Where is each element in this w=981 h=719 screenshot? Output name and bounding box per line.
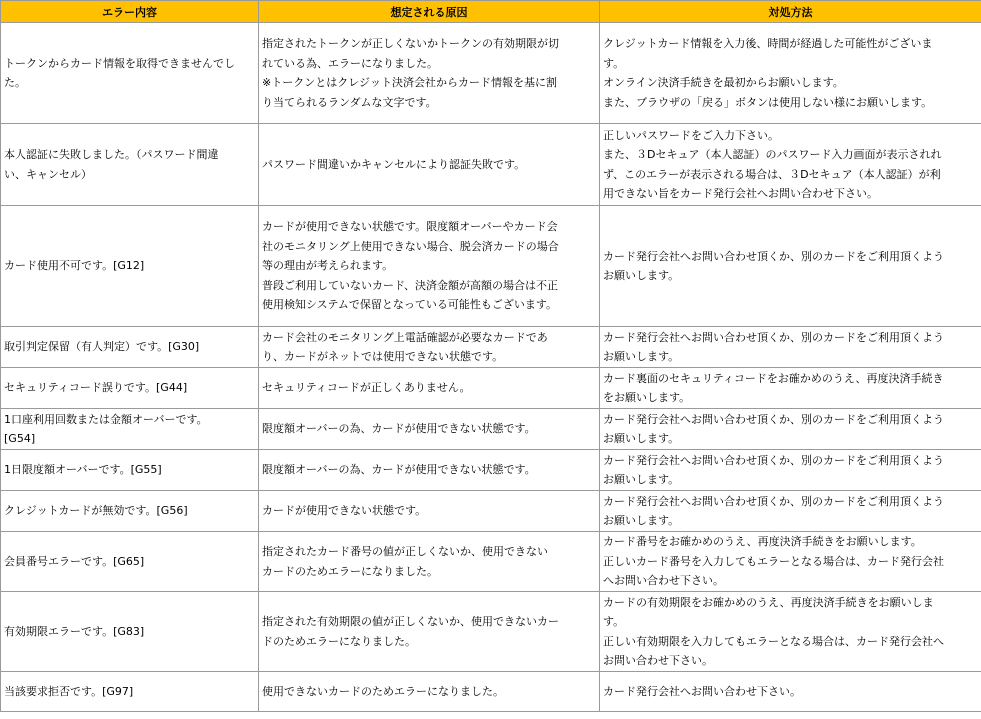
error-cell	[1, 23, 259, 124]
solution-cell-line: す。	[603, 56, 625, 70]
cause-cell	[259, 532, 600, 592]
cause-cell-line: り当てられるランダムな文字です。	[262, 95, 437, 109]
cause-cell-line: ※トークンとはクレジット決済会社からカード情報を基に割	[262, 76, 557, 89]
table-row	[1, 327, 981, 368]
error-cell	[1, 592, 259, 672]
error-cell	[1, 124, 259, 206]
error-cell-line: カード使用不可です。[G12]	[4, 259, 145, 273]
error-cell	[1, 450, 259, 491]
cause-cell-line: 限度額オーバーの為、カードが使用できない状態です。	[262, 463, 536, 477]
error-cell	[1, 532, 259, 592]
cause-cell	[259, 491, 600, 532]
solution-cell-line: お願いします。	[603, 473, 680, 486]
cause-cell-line: セキュリティコードが正しくありません。	[262, 381, 471, 395]
cause-cell-line: れている為、エラーになりました。	[262, 56, 438, 70]
error-cell	[1, 206, 259, 327]
table-row	[1, 124, 981, 206]
solution-cell-line: カード発行会社へお問い合わせ頂くか、別のカードをご利用頂くよう	[603, 412, 944, 426]
cause-cell-line: 指定されたトークンが正しくないかトークンの有効期限が切	[262, 37, 559, 50]
header-expected-cause: 想定される原因	[259, 1, 600, 23]
cause-cell-line: 普段ご利用していないカード、決済金額が高額の場合は不正	[262, 278, 559, 292]
solution-cell-line: カード発行会社へお問い合わせ下さい。	[603, 684, 801, 698]
table-row	[1, 206, 981, 327]
error-cell-line: セキュリティコード誤りです。[G44]	[4, 381, 188, 395]
error-cell-line: 取引判定保留（有人判定）です。[G30]	[4, 340, 200, 354]
cause-cell	[259, 409, 600, 450]
cause-cell-line: 社のモニタリング上使用できない場合、脱会済カードの場合	[262, 239, 559, 253]
solution-cell-line: カード発行会社へお問い合わせ頂くか、別のカードをご利用頂くよう	[603, 494, 944, 508]
cause-cell-line: パスワード間違いかキャンセルにより認証失敗です。	[262, 157, 526, 171]
solution-cell-line: カードの有効期限をお確かめのうえ、再度決済手続きをお願いしま	[603, 595, 934, 609]
cause-cell-line: 指定された有効期限の値が正しくないか、使用できないカー	[262, 615, 559, 628]
solution-cell	[600, 672, 981, 712]
solution-cell-line: お問い合わせ下さい。	[603, 654, 713, 667]
solution-cell-line: また、３Dセキュア（本人認証）のパスワード入力画面が表示されれ	[603, 148, 942, 161]
error-cell-line: クレジットカードが無効です。[G56]	[4, 504, 188, 518]
error-cell-line: 会員番号エラーです。[G65]	[4, 554, 145, 568]
solution-cell	[600, 206, 981, 327]
table-row	[1, 409, 981, 450]
solution-cell-line: 正しいパスワードをご入力下さい。	[603, 128, 779, 142]
solution-cell-line: カード裏面のセキュリティコードをお確かめのうえ、再度決済手続き	[603, 371, 944, 385]
solution-cell-line: カード発行会社へお問い合わせ頂くか、別のカードをご利用頂くよう	[603, 330, 944, 344]
solution-cell-line: 正しい有効期限を入力してもエラーとなる場合は、カード発行会社へ	[603, 634, 944, 648]
cause-cell-line: ドのためエラーになりました。	[262, 634, 416, 648]
solution-cell-line: オンライン決済手続きを最初からお願いします。	[603, 76, 844, 89]
solution-cell-line: 正しいカード番号を入力してもエラーとなる場合は、カード発行会社	[603, 554, 944, 568]
error-cell-line: た。	[4, 76, 26, 89]
solution-cell	[600, 409, 981, 450]
header-error-content: エラー内容	[1, 1, 259, 23]
cause-cell	[259, 327, 600, 368]
cause-cell-line: 等の理由が考えられます。	[262, 259, 394, 273]
cause-cell-line: カードが使用できない状態です。	[262, 504, 427, 518]
cause-cell	[259, 124, 600, 206]
solution-cell	[600, 450, 981, 491]
solution-cell-line: へお問い合わせ下さい。	[603, 574, 724, 588]
header-remedy: 対処方法	[600, 1, 981, 23]
error-cell	[1, 368, 259, 409]
solution-cell-line: お願いします。	[603, 432, 680, 445]
cause-cell	[259, 23, 600, 124]
error-cell	[1, 409, 259, 450]
error-cell-line: 1日限度額オーバーです。[G55]	[4, 463, 162, 477]
solution-cell	[600, 491, 981, 532]
cause-cell-line: 使用できないカードのためエラーになりました。	[262, 684, 504, 698]
cause-cell-line: 指定されたカード番号の値が正しくないか、使用できない	[262, 545, 548, 558]
error-cell	[1, 672, 259, 712]
solution-cell-line: カード発行会社へお問い合わせ頂くか、別のカードをご利用頂くよう	[603, 453, 944, 467]
solution-cell	[600, 532, 981, 592]
error-cell-line: [G54]	[4, 432, 36, 445]
cause-cell-line: り、カードがネットでは使用できない状態です。	[262, 350, 504, 363]
cause-cell-line: カードが使用できない状態です。限度額オーバーやカード会	[262, 220, 558, 234]
solution-cell	[600, 327, 981, 368]
table-body	[1, 23, 981, 712]
solution-cell-line: ず、このエラーが表示される場合は、３Dセキュア（本人認証）が利	[603, 167, 941, 181]
error-cell-line: 当該要求拒否です。[G97]	[4, 684, 134, 698]
table-row	[1, 491, 981, 532]
table-row	[1, 672, 981, 712]
solution-cell-line: また、ブラウザの「戻る」ボタンは使用しない様にお願いします。	[603, 95, 933, 109]
table-row	[1, 23, 981, 124]
cause-cell	[259, 450, 600, 491]
table-row	[1, 532, 981, 592]
solution-cell-line: をお願いします。	[603, 391, 691, 404]
cause-cell-line: カードのためエラーになりました。	[262, 564, 438, 578]
error-cell	[1, 491, 259, 532]
solution-cell-line: お願いします。	[603, 350, 680, 363]
cause-cell-line: 使用検知システムで保留となっている可能性もございます。	[262, 298, 558, 312]
table-row	[1, 368, 981, 409]
solution-cell	[600, 124, 981, 206]
solution-cell	[600, 592, 981, 672]
cause-cell	[259, 592, 600, 672]
error-cell-line: トークンからカード情報を取得できませんでし	[4, 56, 235, 70]
table-row	[1, 592, 981, 672]
error-cell-line: 本人認証に失敗しました。（パスワード間違	[4, 148, 219, 161]
solution-cell	[600, 368, 981, 409]
table-row	[1, 450, 981, 491]
error-cell	[1, 327, 259, 368]
solution-cell-line: お願いします。	[603, 514, 680, 527]
error-cell-line: い、キャンセル）	[4, 167, 92, 181]
solution-cell	[600, 23, 981, 124]
cause-cell-line: カード会社のモニタリング上電話確認が必要なカードであ	[262, 330, 548, 344]
cause-cell	[259, 672, 600, 712]
error-cell-line: 1口座利用回数または金額オーバーです。	[4, 412, 208, 426]
solution-cell-line: クレジットカード情報を入力後、時間が経過した可能性がございま	[603, 37, 933, 50]
error-cell-line: 有効期限エラーです。[G83]	[4, 624, 145, 638]
header-row	[1, 1, 981, 23]
cause-cell	[259, 206, 600, 327]
cause-cell	[259, 368, 600, 409]
solution-cell-line: す。	[603, 615, 625, 628]
solution-cell-line: お願いします。	[603, 269, 680, 282]
cause-cell-line: 限度額オーバーの為、カードが使用できない状態です。	[262, 422, 536, 436]
solution-cell-line: 用できない旨をカード発行会社へお問い合わせ下さい。	[603, 187, 878, 200]
solution-cell-line: カード番号をお確かめのうえ、再度決済手続きをお願いします。	[603, 535, 922, 549]
solution-cell-line: カード発行会社へお問い合わせ頂くか、別のカードをご利用頂くよう	[603, 249, 944, 263]
